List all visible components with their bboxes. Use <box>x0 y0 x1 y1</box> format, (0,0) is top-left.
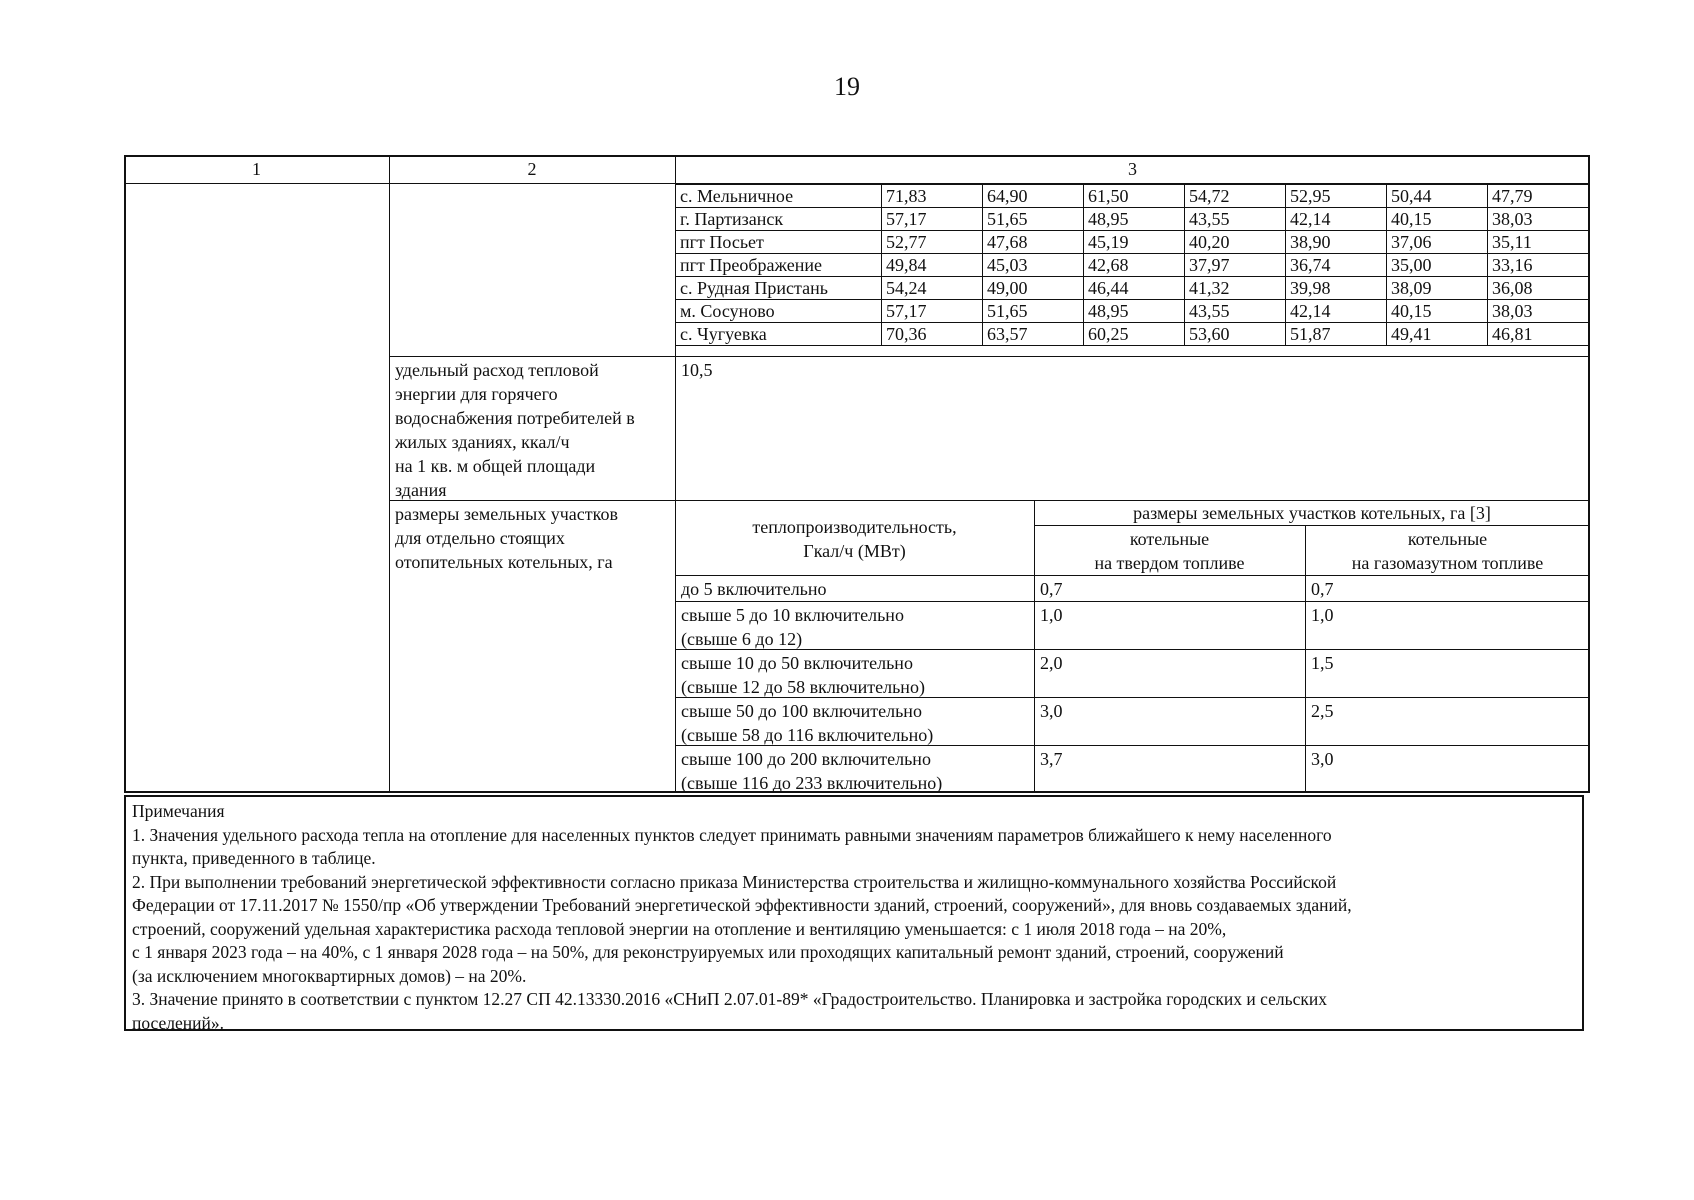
gas-fuel-value: 1,0 <box>1311 605 1334 625</box>
city-value: 63,57 <box>983 323 1084 346</box>
header-col-2: 2 <box>527 159 537 179</box>
city-value: 35,00 <box>1387 254 1488 277</box>
land-size-group-header: размеры земельных участков котельных, га [3] <box>1133 503 1491 523</box>
hot-water-label-line: жилых зданиях, ккал/ч <box>395 432 570 452</box>
city-value: 47,79 <box>1488 185 1589 208</box>
city-value: 35,11 <box>1488 231 1589 254</box>
city-value: 42,68 <box>1084 254 1185 277</box>
city-value: 42,14 <box>1286 208 1387 231</box>
city-value: 46,44 <box>1084 277 1185 300</box>
city-value: 50,44 <box>1387 185 1488 208</box>
gas-fuel-value: 3,0 <box>1311 749 1334 769</box>
city-value: 38,03 <box>1488 208 1589 231</box>
city-value: 39,98 <box>1286 277 1387 300</box>
city-row <box>676 277 1589 300</box>
land-row <box>681 577 827 601</box>
notes-line: строений, сооружений удельная характеристика расхода тепловой энергии на отопление и вентиляцию уменьшается: с 1 июля 2018 года – на 20%, <box>132 918 1227 939</box>
gas-fuel-header-line: на газомазутном топливе <box>1351 553 1544 573</box>
notes-line: 2. При выполнении требований энергетической эффективности согласно приказа Министерства строительства и жилищно-коммунального хозяйства Российской <box>132 871 1337 892</box>
city-value: 51,65 <box>983 208 1084 231</box>
notes-line: 1. Значения удельного расхода тепла на отопление для населенных пунктов следует принимать равными значениям параметров ближайшего к нему населенного <box>132 824 1332 845</box>
city-name: пгт Преображение <box>676 254 882 277</box>
header-col-3: 3 <box>1128 159 1137 179</box>
capacity-header <box>675 515 1034 563</box>
hot-water-label-line: удельный расход тепловой <box>395 360 599 380</box>
city-heat-table <box>675 184 1589 346</box>
gas-fuel-header-line: котельные <box>1407 529 1488 549</box>
land-label-line: для отдельно стоящих <box>395 528 565 548</box>
city-value: 48,95 <box>1084 208 1185 231</box>
city-value: 49,84 <box>882 254 983 277</box>
land-label-line: размеры земельных участков <box>395 504 618 524</box>
notes-title: Примечания <box>132 801 225 821</box>
city-value: 49,00 <box>983 277 1084 300</box>
city-value: 45,03 <box>983 254 1084 277</box>
capacity-range: свыше 5 до 10 включительно <box>681 605 904 625</box>
solid-fuel-header-line: котельные <box>1129 529 1210 549</box>
hot-water-label-line: энергии для горячего <box>395 384 558 404</box>
city-value: 37,06 <box>1387 231 1488 254</box>
table-divider <box>389 155 390 793</box>
city-value: 40,20 <box>1185 231 1286 254</box>
hot-water-label-line: на 1 кв. м общей площади <box>395 456 596 476</box>
city-value: 40,15 <box>1387 208 1488 231</box>
city-name: с. Мельничное <box>676 185 882 208</box>
city-value: 42,14 <box>1286 300 1387 323</box>
city-row <box>676 231 1589 254</box>
notes-box <box>124 795 1584 1031</box>
table-divider <box>675 575 1590 576</box>
hot-water-label-line: здания <box>395 480 447 500</box>
city-value: 36,74 <box>1286 254 1387 277</box>
city-value: 54,72 <box>1185 185 1286 208</box>
land-label <box>395 502 673 574</box>
solid-fuel-header-line: на твердом топливе <box>1094 553 1245 573</box>
city-row <box>676 323 1589 346</box>
city-name: с. Рудная Пристань <box>676 277 882 300</box>
city-value: 57,17 <box>882 300 983 323</box>
gas-fuel-header <box>1305 527 1590 575</box>
solid-fuel-value: 3,0 <box>1040 701 1063 721</box>
city-value: 49,41 <box>1387 323 1488 346</box>
city-row <box>676 254 1589 277</box>
hot-water-label-line: водоснабжения потребителей в <box>395 408 635 428</box>
page-number: 19 <box>834 72 860 101</box>
city-value: 64,90 <box>983 185 1084 208</box>
city-value: 40,15 <box>1387 300 1488 323</box>
city-value: 70,36 <box>882 323 983 346</box>
capacity-range-mw: (свыше 58 до 116 включительно) <box>681 725 934 745</box>
notes-line: поселений». <box>132 1012 225 1033</box>
city-value: 38,90 <box>1286 231 1387 254</box>
city-value: 38,03 <box>1488 300 1589 323</box>
city-row <box>676 185 1589 208</box>
notes-line: (за исключением многоквартирных домов) – на 20%. <box>132 965 527 986</box>
city-value: 46,81 <box>1488 323 1589 346</box>
city-value: 54,24 <box>882 277 983 300</box>
table-divider <box>1034 525 1590 526</box>
city-value: 43,55 <box>1185 300 1286 323</box>
city-name: г. Партизанск <box>676 208 882 231</box>
city-value: 43,55 <box>1185 208 1286 231</box>
city-name: м. Сосуново <box>676 300 882 323</box>
land-label-line: отопительных котельных, га <box>395 552 613 572</box>
gas-fuel-value: 2,5 <box>1311 701 1334 721</box>
solid-fuel-value: 0,7 <box>1040 579 1063 599</box>
solid-fuel-value: 3,7 <box>1040 749 1063 769</box>
city-value: 52,77 <box>882 231 983 254</box>
city-value: 51,87 <box>1286 323 1387 346</box>
city-value: 48,95 <box>1084 300 1185 323</box>
capacity-range: до 5 включительно <box>681 579 827 599</box>
notes-line: пункта, приведенного в таблице. <box>132 848 376 868</box>
capacity-range-mw: (свыше 12 до 58 включительно) <box>681 677 925 697</box>
solid-fuel-value: 1,0 <box>1040 605 1063 625</box>
capacity-header-line: теплопроизводительность, <box>752 517 957 537</box>
gas-fuel-value: 0,7 <box>1311 579 1334 599</box>
land-row <box>681 651 925 699</box>
city-value: 61,50 <box>1084 185 1185 208</box>
city-name: пгт Посьет <box>676 231 882 254</box>
hot-water-value: 10,5 <box>681 360 713 380</box>
city-value: 45,19 <box>1084 231 1185 254</box>
land-row <box>681 603 904 651</box>
notes-line: с 1 января 2023 года – на 40%, с 1 января 2028 года – на 50%, для реконструируемых или проходящих капитальный ремонт зданий, строений, сооружений <box>132 942 1284 962</box>
city-row <box>676 208 1589 231</box>
land-row <box>681 747 942 795</box>
capacity-range: свыше 10 до 50 включительно <box>681 653 913 673</box>
city-value: 51,65 <box>983 300 1084 323</box>
capacity-range: свыше 50 до 100 включительно <box>681 701 922 721</box>
city-value: 53,60 <box>1185 323 1286 346</box>
solid-fuel-value: 2,0 <box>1040 653 1063 673</box>
city-value: 33,16 <box>1488 254 1589 277</box>
city-value: 36,08 <box>1488 277 1589 300</box>
city-value: 38,09 <box>1387 277 1488 300</box>
city-value: 37,97 <box>1185 254 1286 277</box>
capacity-range: свыше 100 до 200 включительно <box>681 749 931 769</box>
notes-line: Федерации от 17.11.2017 № 1550/пр «Об утверждении Требований энергетической эффективности зданий, строений, сооружений», для вновь создаваемых зданий, <box>132 895 1352 915</box>
header-col-1: 1 <box>252 159 261 179</box>
table-divider <box>389 356 1590 357</box>
capacity-range-mw: (свыше 6 до 12) <box>681 629 803 649</box>
hot-water-label <box>395 358 673 502</box>
city-value: 52,95 <box>1286 185 1387 208</box>
city-value: 57,17 <box>882 208 983 231</box>
city-value: 47,68 <box>983 231 1084 254</box>
city-value: 71,83 <box>882 185 983 208</box>
gas-fuel-value: 1,5 <box>1311 653 1334 673</box>
city-name: с. Чугуевка <box>676 323 882 346</box>
solid-fuel-header <box>1034 527 1305 575</box>
city-row <box>676 300 1589 323</box>
capacity-header-line: Гкал/ч (МВт) <box>803 541 906 561</box>
table-divider <box>675 601 1590 602</box>
city-value: 60,25 <box>1084 323 1185 346</box>
capacity-range-mw: (свыше 116 до 233 включительно) <box>681 773 943 793</box>
notes-line: 3. Значение принято в соответствии с пунктом 12.27 СП 42.13330.2016 «СНиП 2.07.01-89* «Градостроительство. Планировка и застройка городских и сельских <box>132 989 1327 1009</box>
land-row <box>681 699 933 747</box>
city-value: 41,32 <box>1185 277 1286 300</box>
